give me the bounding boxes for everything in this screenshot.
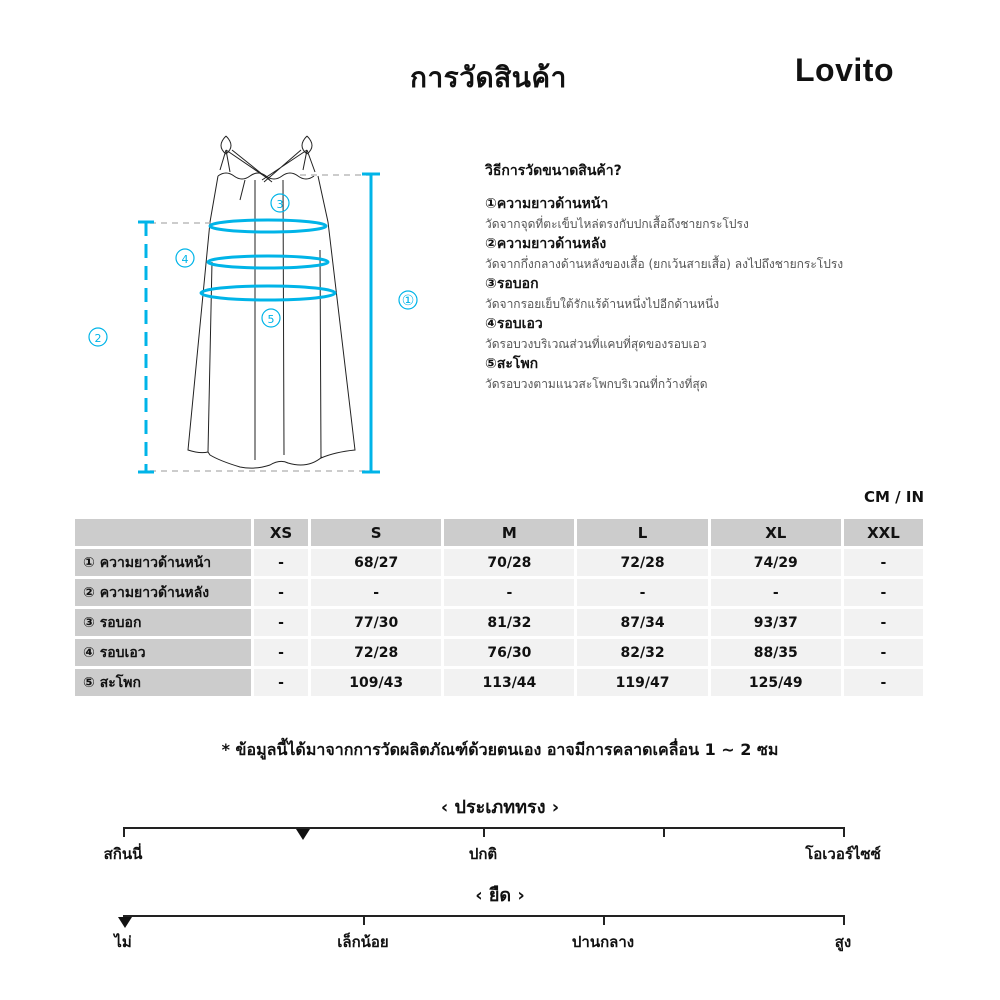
measurement-value: - — [254, 549, 308, 576]
stretch-selected-marker-icon — [118, 917, 132, 928]
how-to-question: วิธีการวัดขนาดสินค้า? — [485, 163, 622, 179]
fit-label: ปกติ — [468, 845, 498, 863]
stretch-label: สูง — [834, 933, 852, 951]
stretch-label: ไม่ — [114, 933, 132, 951]
measurement-value: 74/29 — [711, 549, 841, 576]
page-title: การวัดสินค้า — [410, 61, 567, 94]
measurement-value: - — [844, 639, 923, 666]
stretch-scale — [90, 880, 910, 950]
howto-desc: วัดจากกึ่งกลางด้านหลังของเสื้อ (ยกเว้นสายเสื้อ) ลงไปถึงชายกระโปรง — [485, 257, 844, 271]
measurement-value: - — [711, 579, 841, 606]
measurement-value: 109/43 — [311, 669, 441, 696]
hip-ellipse — [201, 286, 335, 300]
fit-selected-marker-icon — [296, 829, 310, 840]
howto-item — [485, 354, 925, 394]
howto-heading: ③รอบอก — [485, 276, 539, 292]
size-table — [72, 516, 926, 699]
measurement-value: - — [254, 669, 308, 696]
measurement-value: 119/47 — [577, 669, 707, 696]
measurement-label: ① ความยาวด้านหน้า — [75, 549, 251, 576]
brand-logo: Lovito — [795, 52, 894, 88]
measurement-value: - — [844, 549, 923, 576]
how-to-measure — [485, 160, 925, 394]
measurement-value: - — [254, 639, 308, 666]
howto-heading: ⑤สะโพก — [485, 356, 539, 372]
waist-ellipse — [208, 256, 328, 268]
measurement-value: 81/32 — [444, 609, 574, 636]
measurement-label: ④ รอบเอว — [75, 639, 251, 666]
measurement-value: 113/44 — [444, 669, 574, 696]
measurement-value: 87/34 — [577, 609, 707, 636]
measurement-value: 82/32 — [577, 639, 707, 666]
measurement-value: - — [844, 669, 923, 696]
measurement-value: 68/27 — [311, 549, 441, 576]
howto-heading: ④รอบเอว — [485, 316, 543, 332]
marker-5-label: 5 — [267, 313, 275, 326]
marker-2-label: 2 — [94, 332, 102, 345]
size-header: L — [577, 519, 707, 546]
marker-1-label: ① — [401, 293, 415, 309]
fit-label: สกินนี่ — [103, 845, 143, 863]
corner-cell — [75, 519, 251, 546]
size-table-row — [75, 669, 923, 696]
size-header: S — [311, 519, 441, 546]
size-table-row — [75, 639, 923, 666]
howto-item — [485, 274, 925, 314]
bust-ellipse — [210, 220, 326, 232]
measurement-value: - — [444, 579, 574, 606]
measurement-value: - — [254, 579, 308, 606]
fit-type-scale — [90, 792, 910, 862]
marker-4-label: 4 — [181, 253, 189, 266]
measurement-note: * ข้อมูลนี้ได้มาจากการวัดผลิตภัณฑ์ด้วยตนเอง อาจมีการคลาดเคลื่อน 1 ~ 2 ซม — [221, 740, 779, 759]
marker-3-label: 3 — [276, 198, 284, 211]
measurement-value: - — [254, 609, 308, 636]
size-table-row — [75, 609, 923, 636]
stretch-label: เล็กน้อย — [337, 933, 389, 951]
measurement-value: - — [311, 579, 441, 606]
howto-item — [485, 234, 925, 274]
howto-desc: วัดจากรอยเย็บใต้รักแร้ด้านหนึ่งไปอีกด้านหนึ่ง — [485, 297, 720, 311]
measurement-value: 125/49 — [711, 669, 841, 696]
howto-desc: วัดรอบวงบริเวณส่วนที่แคบที่สุดของรอบเอว — [485, 337, 707, 351]
stretch-scale-title: ‹ ยืด › — [475, 885, 525, 906]
measurement-value: 70/28 — [444, 549, 574, 576]
stretch-tick — [843, 915, 845, 925]
dress-illustration — [80, 130, 430, 490]
measurement-value: 88/35 — [711, 639, 841, 666]
fit-scale-title: ‹ ประเภททรง › — [440, 797, 560, 818]
measurement-label: ③ รอบอก — [75, 609, 251, 636]
measurement-value: 72/28 — [577, 549, 707, 576]
measurement-value: 77/30 — [311, 609, 441, 636]
size-table-row — [75, 549, 923, 576]
howto-desc: วัดจากจุดที่ตะเข็บไหล่ตรงกับปกเสื้อถึงชายกระโปรง — [485, 217, 749, 231]
stretch-tick — [603, 915, 605, 925]
stretch-label: ปานกลาง — [571, 933, 635, 951]
fit-tick — [483, 827, 485, 837]
measurement-value: 72/28 — [311, 639, 441, 666]
fit-label: โอเวอร์ไซซ์ — [805, 845, 881, 863]
measurement-label: ⑤ สะโพก — [75, 669, 251, 696]
howto-desc: วัดรอบวงตามแนวสะโพกบริเวณที่กว้างที่สุด — [485, 377, 708, 391]
measurement-value: - — [844, 579, 923, 606]
size-header: XL — [711, 519, 841, 546]
right-tie-icon — [302, 136, 315, 172]
measurement-label: ② ความยาวด้านหลัง — [75, 579, 251, 606]
left-tie-icon — [220, 136, 231, 172]
stretch-scale-bar — [123, 915, 843, 917]
size-header: M — [444, 519, 574, 546]
size-header-row — [75, 519, 923, 546]
size-table-row — [75, 579, 923, 606]
howto-item — [485, 314, 925, 354]
dress-outline — [188, 136, 355, 468]
size-header: XS — [254, 519, 308, 546]
howto-heading: ①ความยาวด้านหน้า — [485, 196, 609, 212]
stretch-tick — [363, 915, 365, 925]
measurement-value: - — [577, 579, 707, 606]
size-header: XXL — [844, 519, 923, 546]
measurement-value: 93/37 — [711, 609, 841, 636]
unit-label: CM / IN — [864, 488, 924, 506]
fit-tick — [123, 827, 125, 837]
measurement-value: 76/30 — [444, 639, 574, 666]
fit-tick — [843, 827, 845, 837]
howto-item — [485, 194, 925, 234]
measurement-value: - — [844, 609, 923, 636]
fit-tick — [663, 827, 665, 837]
howto-heading: ②ความยาวด้านหลัง — [485, 236, 607, 252]
